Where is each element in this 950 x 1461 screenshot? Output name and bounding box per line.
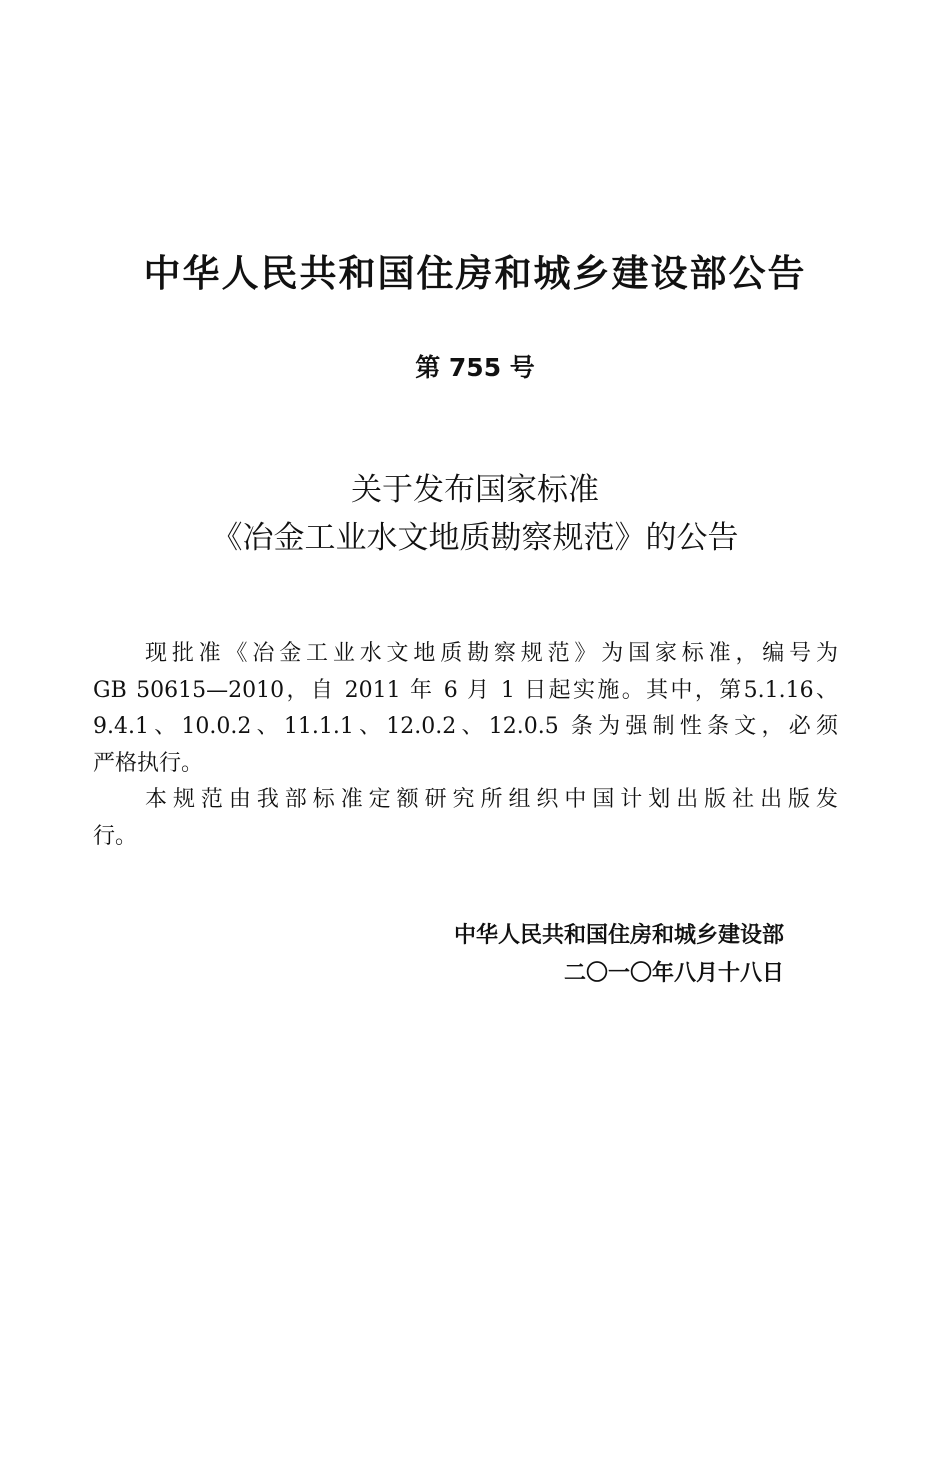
announcement-body: [93, 636, 838, 855]
announcement-subject: [0, 466, 950, 562]
body-line-5: 本规范由我部标准定额研究所组织中国计划出版社出版发: [145, 787, 838, 812]
body-line-6: 行。: [93, 823, 138, 849]
body-line-1: 现批准《冶金工业水文地质勘察规范》为国家标准，编号为: [145, 641, 838, 666]
body-line-3: 9.4.1、10.0.2、11.1.1、12.0.2、12.0.5 条为强制性条文，必须: [93, 714, 838, 739]
subject-line-1: 关于发布国家标准: [351, 472, 599, 508]
signature-block: [364, 917, 784, 993]
signing-date: 二〇一〇年八月十八日: [563, 961, 784, 986]
issuer-title: 中华人民共和国住房和城乡建设部公告: [143, 252, 807, 295]
notice-number: 第 755 号: [415, 353, 535, 382]
subject-line-2: 《冶金工业水文地质勘察规范》的公告: [211, 520, 739, 556]
body-line-2: GB 50615—2010，自 2011 年 6 月 1 日起实施。其中，第5.1.16、: [93, 677, 839, 703]
signing-organization: 中华人民共和国住房和城乡建设部: [453, 923, 784, 948]
body-line-4: 严格执行。: [93, 750, 204, 776]
